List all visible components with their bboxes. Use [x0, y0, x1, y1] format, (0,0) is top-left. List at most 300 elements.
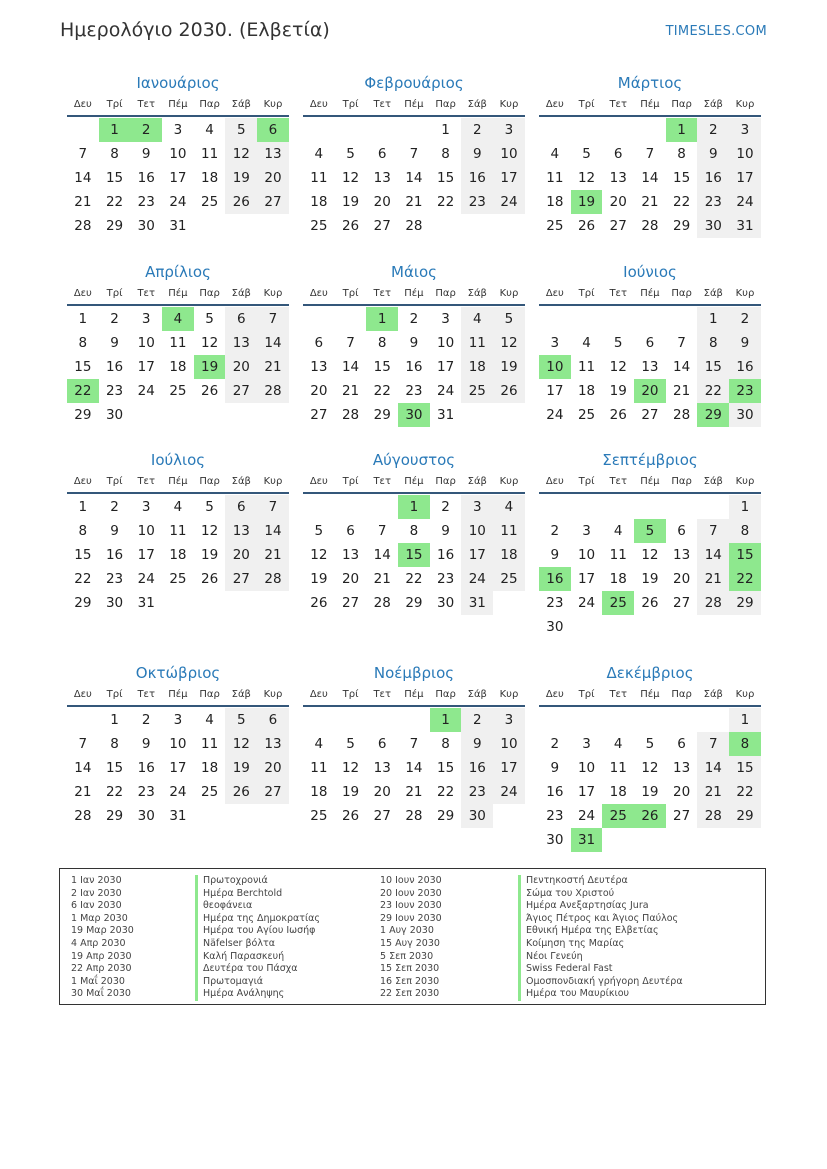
holiday-date: 15 Αυγ 2030 — [380, 937, 440, 949]
month-block — [67, 449, 289, 615]
day-cell: 29 — [105, 808, 124, 824]
holiday-date: 29 Ιουν 2030 — [380, 912, 442, 924]
day-cell: 31 — [571, 828, 603, 852]
day-cell: 9 — [550, 760, 560, 776]
empty-day-cell — [67, 708, 99, 732]
day-cell: 23 — [546, 595, 564, 611]
weekday-label: Δευ — [73, 476, 92, 487]
week-row — [303, 190, 525, 214]
week-row — [303, 519, 525, 543]
day-cell: 25 — [201, 784, 219, 800]
day-cell: 16 — [461, 756, 493, 780]
day-cell: 14 — [697, 756, 729, 780]
day-cell: 3 — [582, 736, 591, 752]
holiday-name: Ομοσπονδιακή γρήγορη Δευτέρα — [518, 976, 683, 989]
holiday-date: 6 Ιαν 2030 — [71, 900, 122, 912]
day-cell: 6 — [225, 307, 257, 331]
holiday-names-right — [518, 875, 683, 1001]
empty-day-cell — [634, 708, 666, 732]
month-name: Ιούλιος — [150, 451, 206, 469]
day-cell: 10 — [493, 732, 525, 756]
empty-day-cell — [257, 804, 289, 828]
day-cell: 15 — [74, 359, 92, 375]
day-cell: 23 — [405, 383, 423, 399]
empty-day-cell — [225, 403, 257, 427]
day-cell: 3 — [550, 335, 560, 351]
weekday-label: Παρ — [199, 476, 220, 487]
day-cell: 13 — [225, 519, 257, 543]
day-cell: 15 — [105, 170, 124, 186]
day-cell: 8 — [409, 523, 419, 539]
day-cell: 10 — [137, 335, 155, 351]
week-row — [539, 403, 761, 427]
day-cell: 2 — [729, 307, 761, 331]
week-row — [67, 190, 289, 214]
week-row — [67, 379, 289, 403]
holiday-name: Ημέρα Ανεξαρτησίας Jura — [518, 900, 683, 913]
day-cell: 11 — [577, 359, 596, 375]
empty-day-cell — [303, 495, 335, 519]
day-cell: 27 — [257, 190, 289, 214]
day-cell: 30 — [137, 808, 155, 824]
week-row — [539, 142, 761, 166]
day-cell: 7 — [697, 519, 729, 543]
day-cell: 6 — [613, 146, 623, 162]
day-cell: 11 — [201, 736, 219, 752]
day-cell: 23 — [461, 190, 493, 214]
day-cell: 6 — [645, 335, 655, 351]
holiday-date: 23 Ιουν 2030 — [380, 900, 442, 912]
day-cell: 16 — [105, 359, 124, 375]
day-cell: 20 — [373, 784, 391, 800]
day-cell: 15 — [697, 355, 729, 379]
weekday-label: Σάβ — [231, 476, 251, 487]
week-row — [539, 190, 761, 214]
day-cell: 3 — [141, 499, 151, 515]
day-cell: 7 — [409, 736, 419, 752]
month-name: Φεβρουάριος — [364, 74, 464, 92]
empty-day-cell — [225, 804, 257, 828]
weekday-label: Σάβ — [231, 99, 251, 110]
day-cell: 3 — [729, 118, 761, 142]
empty-day-cell — [194, 591, 226, 615]
day-cell: 14 — [257, 331, 289, 355]
day-cell: 25 — [602, 804, 634, 828]
empty-day-cell — [194, 804, 226, 828]
weekday-label: Τρί — [342, 476, 359, 487]
day-cell: 4 — [205, 122, 214, 138]
day-cell: 18 — [310, 194, 328, 210]
empty-day-cell — [571, 615, 603, 639]
day-cell: 13 — [341, 547, 360, 563]
weekday-label: Πέμ — [168, 476, 188, 487]
holiday-list — [59, 868, 766, 1005]
day-cell: 4 — [314, 736, 324, 752]
day-cell: 9 — [729, 331, 761, 355]
empty-day-cell — [697, 828, 729, 852]
week-row — [539, 355, 761, 379]
week-row — [303, 780, 525, 804]
week-row — [539, 379, 761, 403]
day-cell: 20 — [225, 543, 257, 567]
day-cell: 16 — [461, 166, 493, 190]
day-cell: 14 — [405, 170, 423, 186]
day-cell: 13 — [673, 760, 691, 776]
day-cell: 25 — [169, 571, 187, 587]
day-cell: 13 — [373, 170, 391, 186]
day-cell: 5 — [346, 736, 355, 752]
day-cell: 16 — [546, 784, 564, 800]
week-row — [539, 780, 761, 804]
day-cell: 12 — [341, 760, 360, 776]
weekday-label: Παρ — [199, 689, 220, 700]
weekday-label: Δευ — [309, 689, 328, 700]
day-cell: 2 — [110, 311, 119, 327]
month-block — [303, 261, 525, 427]
weekday-label: Πέμ — [640, 288, 660, 299]
day-cell: 17 — [169, 170, 187, 186]
weekday-header — [303, 685, 525, 707]
weekday-label: Τρί — [342, 689, 359, 700]
empty-day-cell — [257, 214, 289, 238]
day-cell: 12 — [310, 547, 328, 563]
empty-day-cell — [634, 615, 666, 639]
day-cell: 20 — [634, 379, 666, 403]
holiday-name: θεοφάνεια — [195, 900, 320, 913]
month-name: Μάιος — [391, 263, 437, 281]
day-cell: 27 — [641, 407, 659, 423]
holiday-date: 20 Ιουν 2030 — [380, 887, 442, 899]
month-name: Αύγουστος — [372, 451, 456, 469]
day-cell: 6 — [677, 523, 686, 539]
day-cell: 21 — [405, 194, 423, 210]
weekday-label: Πέμ — [168, 288, 188, 299]
day-cell: 26 — [341, 218, 360, 234]
day-cell: 27 — [373, 218, 391, 234]
weekday-header — [67, 472, 289, 494]
day-cell: 22 — [405, 571, 423, 587]
empty-day-cell — [602, 615, 634, 639]
holiday-names-left — [195, 875, 320, 1001]
day-cell: 27 — [373, 808, 391, 824]
day-cell: 12 — [201, 335, 219, 351]
day-cell: 9 — [141, 736, 151, 752]
day-cell: 20 — [257, 756, 289, 780]
weekday-label: Κυρ — [735, 99, 755, 110]
holiday-name: Ημέρα Berchtold — [195, 888, 320, 901]
empty-day-cell — [666, 828, 698, 852]
empty-day-cell — [461, 403, 493, 427]
day-cell: 31 — [169, 218, 187, 234]
week-row — [67, 804, 289, 828]
week-row — [303, 118, 525, 142]
day-cell: 2 — [550, 523, 560, 539]
day-cell: 30 — [398, 403, 430, 427]
empty-day-cell — [303, 307, 335, 331]
day-cell: 6 — [677, 736, 686, 752]
day-cell: 1 — [110, 712, 119, 728]
day-cell: 14 — [74, 760, 92, 776]
day-cell: 17 — [546, 383, 564, 399]
day-cell: 15 — [729, 543, 761, 567]
empty-day-cell — [729, 615, 761, 639]
day-cell: 11 — [310, 170, 328, 186]
weekday-label: Πέμ — [168, 689, 188, 700]
day-cell: 19 — [225, 166, 257, 190]
weekday-label: Σάβ — [467, 288, 487, 299]
day-cell: 10 — [169, 146, 187, 162]
empty-day-cell — [461, 214, 493, 238]
month-name: Νοέμβριος — [373, 664, 455, 682]
holiday-date: 1 Μαΐ 2030 — [71, 975, 125, 987]
weekday-label: Κυρ — [499, 476, 519, 487]
week-row — [539, 732, 761, 756]
day-cell: 26 — [225, 780, 257, 804]
day-cell: 14 — [405, 760, 423, 776]
day-cell: 23 — [137, 784, 155, 800]
day-cell: 11 — [169, 523, 187, 539]
empty-day-cell — [257, 403, 289, 427]
holiday-name: Ημέρα του Μαυρίκιου — [518, 988, 683, 1001]
month-block — [67, 261, 289, 427]
day-cell: 15 — [74, 547, 92, 563]
day-cell: 15 — [729, 756, 761, 780]
weekday-label: Σάβ — [703, 99, 723, 110]
day-cell: 16 — [405, 359, 423, 375]
week-row — [539, 756, 761, 780]
day-cell: 1 — [430, 708, 462, 732]
day-cell: 30 — [546, 832, 564, 848]
day-cell: 10 — [169, 736, 187, 752]
day-cell: 10 — [461, 519, 493, 543]
day-cell: 7 — [377, 523, 387, 539]
day-cell: 25 — [602, 591, 634, 615]
weekday-label: Σάβ — [703, 689, 723, 700]
empty-day-cell — [634, 307, 666, 331]
week-row — [539, 828, 761, 852]
day-cell: 26 — [225, 190, 257, 214]
day-cell: 24 — [137, 571, 155, 587]
day-cell: 24 — [577, 595, 596, 611]
week-row — [539, 615, 761, 639]
day-cell: 15 — [373, 359, 391, 375]
day-cell: 1 — [78, 499, 88, 515]
day-cell: 31 — [137, 595, 155, 611]
day-cell: 24 — [577, 808, 596, 824]
weekday-header — [67, 284, 289, 306]
weekday-label: Πέμ — [168, 99, 188, 110]
weekday-label: Τετ — [137, 689, 155, 700]
day-cell: 7 — [257, 307, 289, 331]
weekday-label: Τετ — [373, 689, 391, 700]
week-row — [303, 214, 525, 238]
day-cell: 1 — [398, 495, 430, 519]
month-name: Ιανουάριος — [136, 74, 220, 92]
day-cell: 2 — [441, 499, 450, 515]
empty-day-cell — [602, 118, 634, 142]
day-cell: 15 — [398, 543, 430, 567]
day-cell: 12 — [225, 732, 257, 756]
day-cell: 21 — [673, 383, 691, 399]
empty-day-cell — [335, 495, 367, 519]
day-cell: 25 — [310, 218, 328, 234]
holiday-name: Καλή Παρασκευή — [195, 951, 320, 964]
page-title: Ημερολόγιο 2030. (Ελβετία) — [60, 19, 330, 41]
day-cell: 28 — [257, 379, 289, 403]
empty-day-cell — [634, 828, 666, 852]
day-cell: 29 — [437, 808, 455, 824]
day-cell: 8 — [677, 146, 686, 162]
day-cell: 29 — [697, 403, 729, 427]
day-cell: 24 — [461, 567, 493, 591]
week-row — [539, 543, 761, 567]
day-cell: 7 — [645, 146, 655, 162]
day-cell: 27 — [673, 595, 691, 611]
month-block — [539, 261, 761, 427]
empty-day-cell — [493, 403, 525, 427]
holiday-date: 22 Απρ 2030 — [71, 963, 132, 975]
week-row — [303, 166, 525, 190]
day-cell: 10 — [539, 355, 571, 379]
day-cell: 28 — [673, 407, 691, 423]
day-cell: 30 — [729, 403, 761, 427]
day-cell: 20 — [310, 383, 328, 399]
holiday-name: Swiss Federal Fast — [518, 963, 683, 976]
week-row — [539, 519, 761, 543]
weekday-header — [539, 284, 761, 306]
empty-day-cell — [225, 591, 257, 615]
day-cell: 22 — [105, 194, 124, 210]
empty-day-cell — [493, 591, 525, 615]
weekday-label: Τετ — [609, 288, 627, 299]
day-cell: 29 — [74, 595, 92, 611]
week-row — [303, 495, 525, 519]
day-cell: 5 — [613, 335, 623, 351]
week-row — [539, 307, 761, 331]
day-cell: 14 — [341, 359, 360, 375]
week-row — [539, 331, 761, 355]
weekday-label: Δευ — [545, 99, 564, 110]
day-cell: 24 — [493, 780, 525, 804]
day-cell: 17 — [577, 784, 596, 800]
day-cell: 24 — [493, 190, 525, 214]
day-cell: 31 — [169, 808, 187, 824]
weekday-label: Σάβ — [467, 99, 487, 110]
day-cell: 2 — [110, 499, 119, 515]
empty-day-cell — [398, 118, 430, 142]
week-row — [67, 519, 289, 543]
day-cell: 4 — [205, 712, 214, 728]
weekday-label: Παρ — [435, 476, 456, 487]
day-cell: 5 — [582, 146, 591, 162]
weekday-label: Κυρ — [263, 99, 283, 110]
empty-day-cell — [539, 495, 571, 519]
day-cell: 11 — [609, 760, 627, 776]
day-cell: 6 — [346, 523, 355, 539]
day-cell: 21 — [373, 571, 391, 587]
empty-day-cell — [666, 307, 698, 331]
weekday-label: Κυρ — [263, 288, 283, 299]
empty-day-cell — [539, 307, 571, 331]
weekday-label: Τρί — [578, 689, 595, 700]
day-cell: 19 — [310, 571, 328, 587]
weekday-label: Τρί — [342, 99, 359, 110]
day-cell: 8 — [441, 146, 450, 162]
weekday-label: Σάβ — [231, 288, 251, 299]
day-cell: 27 — [341, 595, 360, 611]
month-block — [303, 449, 525, 615]
day-cell: 30 — [461, 804, 493, 828]
day-cell: 20 — [673, 784, 691, 800]
day-cell: 19 — [609, 383, 627, 399]
brand-link[interactable]: TIMESLES.COM — [665, 24, 767, 39]
weekday-header — [67, 685, 289, 707]
empty-day-cell — [697, 615, 729, 639]
day-cell: 10 — [577, 547, 596, 563]
day-cell: 7 — [346, 335, 355, 351]
day-cell: 25 — [493, 567, 525, 591]
weekday-header — [303, 95, 525, 117]
holiday-date: 15 Σεπ 2030 — [380, 963, 440, 975]
day-cell: 20 — [341, 571, 360, 587]
weekday-label: Τετ — [609, 99, 627, 110]
week-row — [67, 355, 289, 379]
day-cell: 22 — [74, 571, 92, 587]
day-cell: 14 — [641, 170, 659, 186]
holiday-date: 1 Μαρ 2030 — [71, 912, 128, 924]
day-cell: 31 — [729, 214, 761, 238]
weekday-label: Τρί — [106, 476, 123, 487]
empty-day-cell — [697, 495, 729, 519]
day-cell: 18 — [169, 547, 187, 563]
weekday-label: Σάβ — [703, 476, 723, 487]
day-cell: 11 — [493, 519, 525, 543]
empty-day-cell — [162, 403, 194, 427]
day-cell: 17 — [493, 166, 525, 190]
day-cell: 3 — [173, 122, 183, 138]
weekday-label: Τετ — [373, 288, 391, 299]
week-row — [67, 214, 289, 238]
week-row — [539, 166, 761, 190]
week-row — [303, 591, 525, 615]
day-cell: 27 — [225, 379, 257, 403]
day-cell: 2 — [141, 712, 151, 728]
week-row — [539, 804, 761, 828]
week-row — [67, 780, 289, 804]
day-cell: 16 — [437, 547, 455, 563]
day-cell: 9 — [110, 335, 119, 351]
empty-day-cell — [729, 828, 761, 852]
day-cell: 15 — [437, 170, 455, 186]
day-cell: 20 — [373, 194, 391, 210]
day-cell: 7 — [697, 732, 729, 756]
weekday-label: Κυρ — [499, 689, 519, 700]
weekday-label: Παρ — [671, 476, 692, 487]
day-cell: 28 — [257, 567, 289, 591]
empty-day-cell — [398, 708, 430, 732]
week-row — [303, 142, 525, 166]
weekday-label: Πέμ — [404, 476, 424, 487]
weekday-label: Κυρ — [499, 288, 519, 299]
weekday-label: Κυρ — [263, 689, 283, 700]
day-cell: 14 — [673, 359, 691, 375]
day-cell: 17 — [577, 571, 596, 587]
day-cell: 6 — [377, 146, 387, 162]
day-cell: 21 — [697, 567, 729, 591]
month-name: Απρίλιος — [145, 263, 211, 281]
day-cell: 5 — [225, 118, 257, 142]
month-block — [539, 449, 761, 639]
